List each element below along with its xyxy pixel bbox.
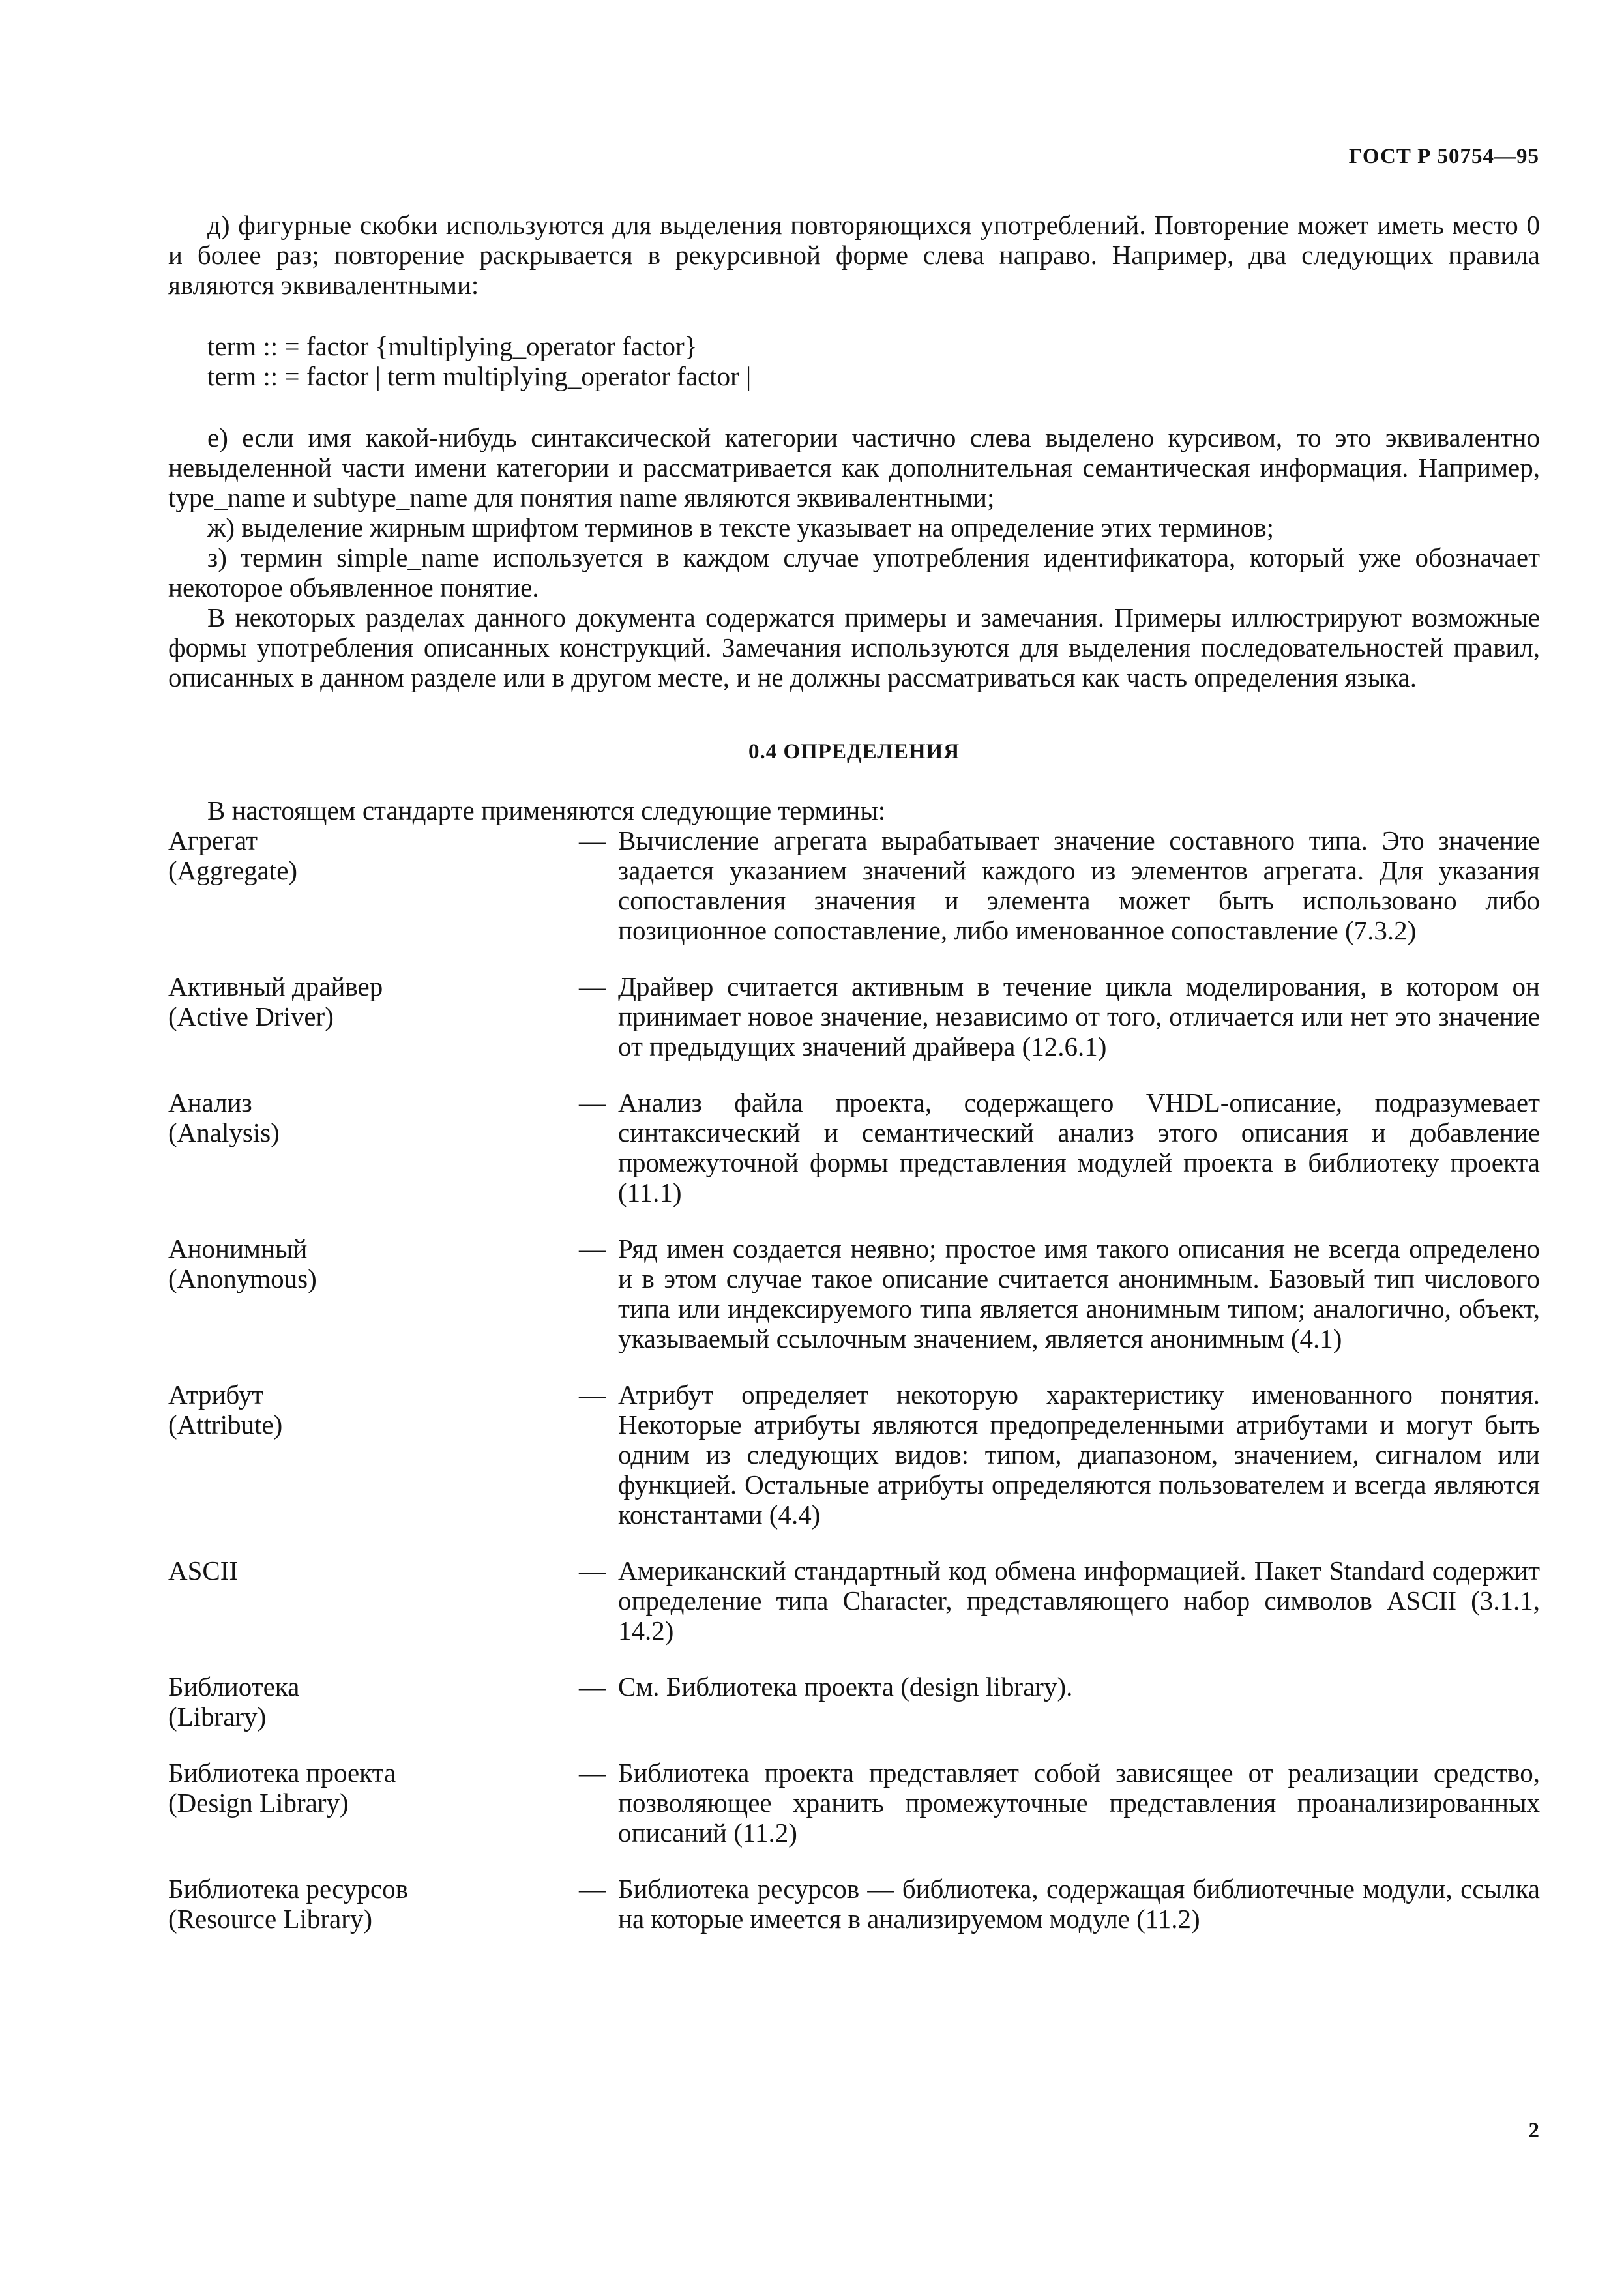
term-definition: Драйвер считается активным в течение цикла моделирования, в котором он принимает новое значение, независимо от того, отличается или нет это значение от предыдущих значений драйвера (12.6.1) [618, 971, 1540, 1061]
document-body [168, 210, 1540, 1960]
term-entry [168, 1556, 1540, 1646]
term-dash: — [579, 1087, 606, 1117]
term-name-en: (Active Driver) [168, 1001, 334, 1031]
term-name [168, 1672, 579, 1732]
term-definition: Американский стандартный код обмена информацией. Пакет Standard содержит определение типа Character, представляющего набор символов ASCII (3.1.1, 14.2) [618, 1556, 1540, 1646]
section-title: 0.4 ОПРЕДЕЛЕНИЯ [748, 740, 960, 763]
term-name-en: (Library) [168, 1702, 267, 1732]
terms-list [168, 825, 1540, 1934]
term-name-ru: Анализ [168, 1087, 252, 1117]
term-dash: — [579, 1234, 606, 1264]
term-name-en: (Design Library) [168, 1788, 349, 1818]
term-dash: — [579, 825, 606, 855]
term-dash: — [579, 1672, 606, 1702]
term-definition: Библиотека ресурсов — библиотека, содержащая библиотечные модули, ссылка на которые имеется в анализируемом модуле (11.2) [618, 1874, 1540, 1934]
term-name [168, 1234, 579, 1353]
term-entry [168, 1380, 1540, 1530]
term-name [168, 825, 579, 945]
term-name-en: (Resource Library) [168, 1904, 373, 1934]
paragraph-zh: ж) выделение жирным шрифтом терминов в тексте указывает на определение этих терминов; [207, 512, 1275, 542]
term-name-ru: Агрегат [168, 825, 258, 855]
page-number: 2 [1528, 2119, 1539, 2142]
paragraph-d: д) фигурные скобки используются для выделения повторяющихся употреблений. Повторение может иметь место 0 и более раз; повторение раскрывается в рекурсивной форме слева направо. Например, два следующих правила являются эквивалентными: [168, 210, 1540, 300]
term-name [168, 1874, 579, 1934]
term-name-en: (Attribute) [168, 1410, 283, 1440]
term-name [168, 1380, 579, 1530]
term-definition: Анализ файла проекта, содержащего VHDL-описание, подразумевает синтаксический и семантический анализ этого описания и добавление промежуточной формы представления модулей проекта в библиотеку проекта (11.1) [618, 1087, 1540, 1207]
term-name [168, 1758, 579, 1848]
term-dash: — [579, 1874, 606, 1904]
term-name-en: (Anonymous) [168, 1264, 317, 1293]
term-entry [168, 1874, 1540, 1934]
term-definition: Вычисление агрегата вырабатывает значение составного типа. Это значение задается указанием значений каждого из элементов агрегата. Для указания сопоставления значения и элемента может быть использовано либо позиционное сопоставление, либо именованное сопоставление (7.3.2) [618, 825, 1540, 945]
term-name-ru: Библиотека проекта [168, 1758, 396, 1788]
term-dash: — [579, 1556, 606, 1586]
term-definition: Ряд имен создается неявно; простое имя такого описания не всегда определено и в этом случае такое описание считается анонимным. Базовый тип числового типа или индексируемого типа является анонимным типом; аналогично, объект, указываемый ссылочным значением, является анонимным (4.1) [618, 1234, 1540, 1353]
term-name [168, 971, 579, 1061]
paragraph-notes: В некоторых разделах данного документа содержатся примеры и замечания. Примеры иллюстрируют возможные формы употребления описанных конструкций. Замечания используются для выделения последовательностей правил, описанных в данном разделе или в другом месте, и не должны рассматриваться как часть определения языка. [168, 602, 1540, 692]
code-line: term :: = factor {multiplying_operator factor} [207, 331, 698, 361]
term-entry [168, 1758, 1540, 1848]
code-example [207, 331, 1540, 391]
term-name-en: (Analysis) [168, 1117, 280, 1147]
term-dash: — [579, 1758, 606, 1788]
term-entry [168, 1672, 1540, 1732]
term-definition: См. Библиотека проекта (design library). [618, 1672, 1073, 1702]
term-dash: — [579, 1380, 606, 1410]
paragraph-e: е) если имя какой-нибудь синтаксической категории частично слева выделено курсивом, то это эквивалентно невыделенной части имени категории и рассматривается как дополнительная семантическая информация. Например, type_name и subtype_name для понятия name являются эквивалентными; [168, 422, 1540, 512]
term-entry [168, 1234, 1540, 1353]
term-entry [168, 971, 1540, 1061]
page-header-standard: ГОСТ Р 50754—95 [1348, 145, 1539, 168]
term-name-ru: Анонимный [168, 1234, 308, 1264]
term-name-ru: Атрибут [168, 1380, 264, 1410]
term-entry [168, 825, 1540, 945]
term-name [168, 1556, 579, 1646]
term-name-ru: Библиотека [168, 1672, 300, 1702]
term-name-en: (Aggregate) [168, 855, 298, 885]
term-entry [168, 1087, 1540, 1207]
term-name-ru: Активный драйвер [168, 971, 383, 1001]
term-name-ru: ASCII [168, 1556, 239, 1586]
term-definition: Библиотека проекта представляет собой зависящее от реализации средство, позволяющее хранить промежуточные представления проанализированных описаний (11.2) [618, 1758, 1540, 1848]
term-dash: — [579, 971, 606, 1001]
term-name [168, 1087, 579, 1207]
term-definition: Атрибут определяет некоторую характеристику именованного понятия. Некоторые атрибуты являются предопределенными атрибутами и могут быть одним из следующих видов: типом, диапазоном, значением, сигналом или функцией. Остальные атрибуты определяются пользователем и всегда являются константами (4.4) [618, 1380, 1540, 1530]
term-name-ru: Библиотека ресурсов [168, 1874, 408, 1904]
section-intro: В настоящем стандарте применяются следующие термины: [207, 795, 886, 825]
paragraph-z: з) термин simple_name используется в каждом случае употребления идентификатора, который уже обозначает некоторое объявленное понятие. [168, 542, 1540, 602]
code-line: term :: = factor | term multiplying_operator factor | [207, 361, 752, 391]
